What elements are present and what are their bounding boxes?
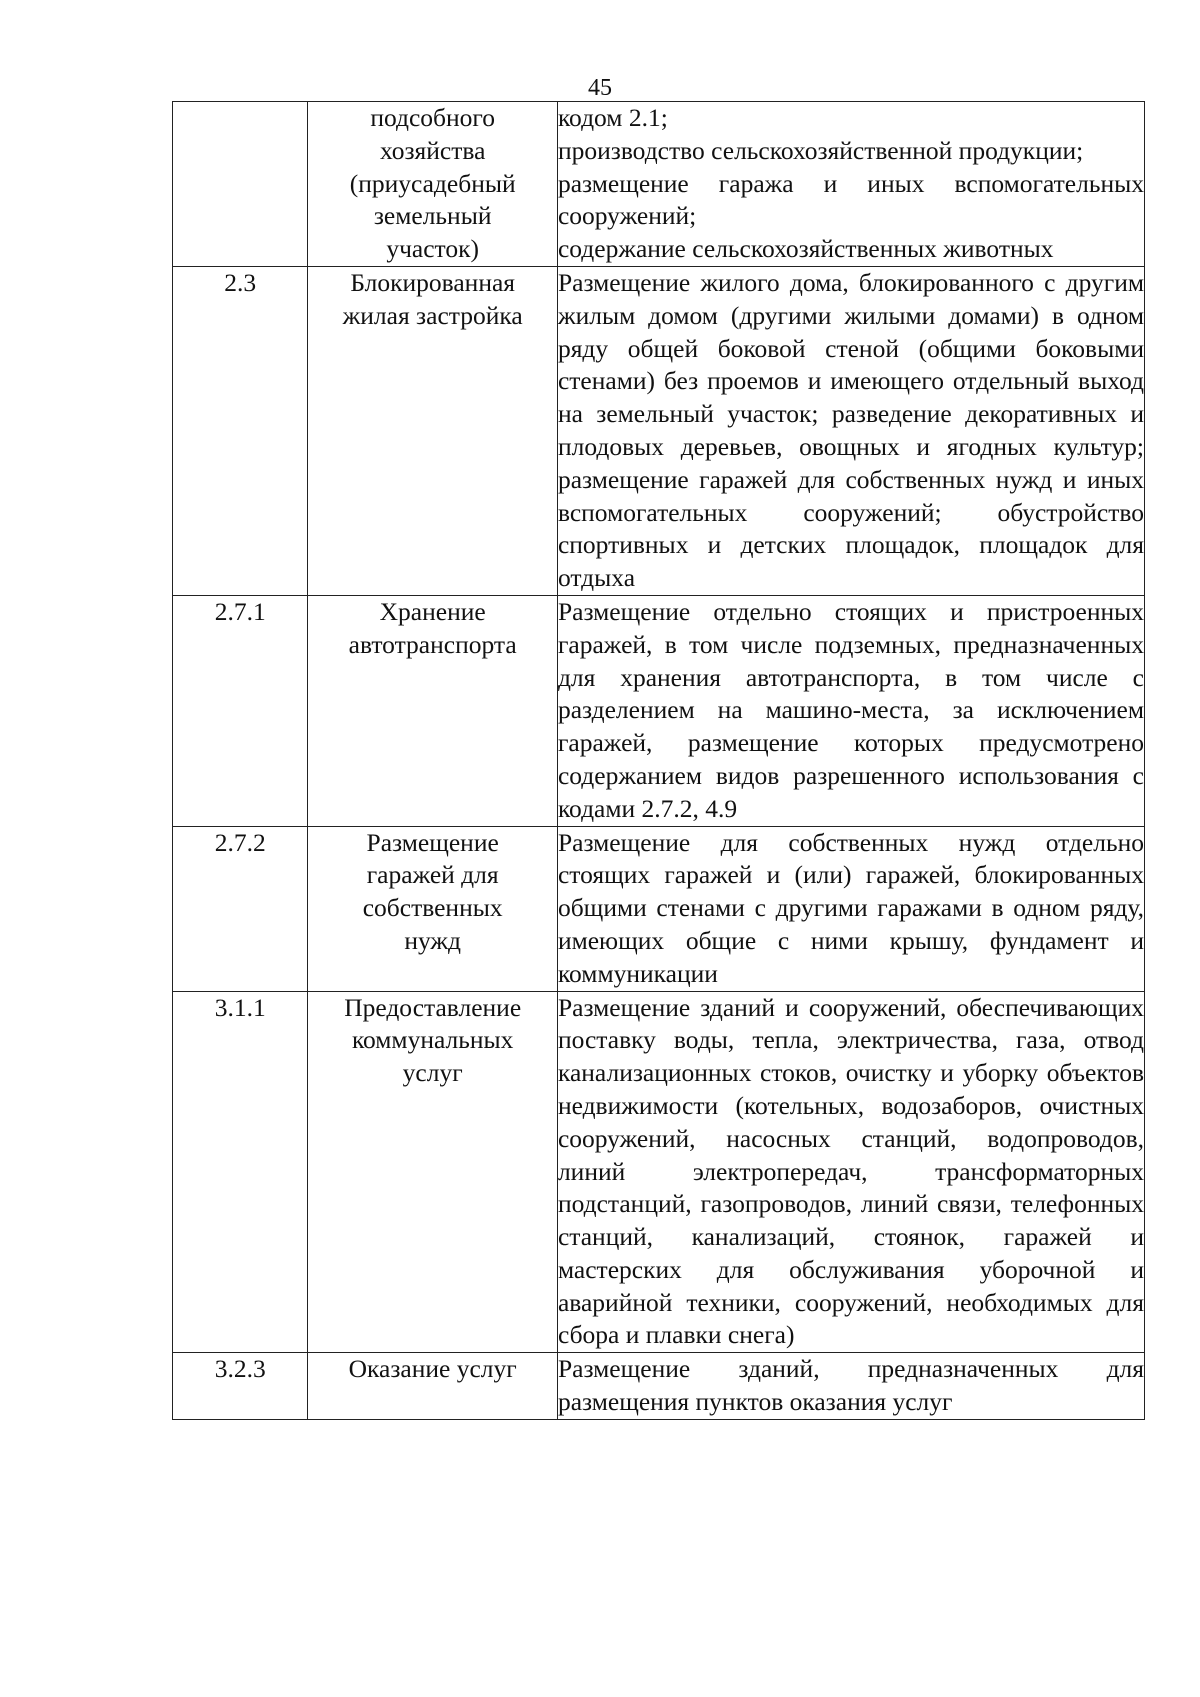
- description-line: размещение гаража и иных вспомогательных сооружений;: [557, 168, 1144, 231]
- name-cell: [308, 991, 558, 1353]
- table-row: [173, 1353, 1145, 1420]
- table-row: [173, 991, 1145, 1353]
- name-cell: [308, 1353, 558, 1420]
- name-line: Хранение: [379, 596, 486, 626]
- name-line: земельный: [373, 201, 492, 231]
- name-line: коммунальных: [351, 1025, 514, 1055]
- description-cell: [557, 102, 1144, 267]
- name-line: нужд: [404, 925, 461, 955]
- description-line: содержание сельскохозяйственных животных: [557, 234, 1054, 264]
- description-cell: Размещение отдельно стоящих и пристроенных гаражей, в том числе подземных, предназначенных для хранения автотранспорта, в том числе с разделением на машино-места, за исключением гаражей, размещение которых предусмотрено содержанием видов разрешенного использования с кодами 2.7.2, 4.9: [557, 595, 1144, 826]
- name-line: жилая застройка: [342, 300, 523, 330]
- name-line: (приусадебный: [349, 168, 516, 198]
- name-line: собственных: [362, 893, 503, 923]
- name-line: подсобного: [370, 103, 495, 132]
- name-cell: [308, 595, 558, 826]
- code-cell: 2.3: [173, 266, 308, 595]
- description-cell: Размещение зданий, предназначенных для размещения пунктов оказания услуг: [557, 1353, 1144, 1420]
- name-line: Предоставление: [344, 992, 522, 1022]
- description-cell: Размещение зданий и сооружений, обеспечивающих поставку воды, тепла, электричества, газа, отвод канализационных стоков, очистку и уборку объектов недвижимости (котельных, водозаборов, очистных сооружений, насосных станций, водопроводов, линий электропередач, трансформаторных подстанций, газопроводов, линий связи, телефонных станций, канализаций, стоянок, гаражей и мастерских для обслуживания уборочной и аварийной техники, сооружений, необходимых для сбора и плавки снега): [557, 991, 1144, 1353]
- table-row: [173, 826, 1145, 991]
- page-number: 45: [588, 75, 612, 101]
- code-cell: [173, 102, 308, 267]
- table-row: [173, 266, 1145, 595]
- name-cell: [308, 826, 558, 991]
- description-cell: Размещение жилого дома, блокированного с другим жилым домом (другими жилыми домами) в одном ряду общей боковой стеной (общими боковыми стенами) без проемов и имеющего отдельный выход на земельный участок; разведение декоративных и плодовых деревьев, овощных и ягодных культур; размещение гаражей для собственных нужд и иных вспомогательных сооружений; обустройство спортивных и детских площадок, площадок для отдыха: [557, 266, 1144, 595]
- code-cell: 3.1.1: [173, 991, 308, 1353]
- name-line: автотранспорта: [348, 629, 517, 659]
- code-cell: 2.7.2: [173, 826, 308, 991]
- table-row: [173, 595, 1145, 826]
- name-line: Размещение: [366, 827, 499, 857]
- name-cell: [308, 266, 558, 595]
- name-line: Оказание услуг: [348, 1354, 517, 1384]
- description-line: кодом 2.1;: [557, 103, 668, 132]
- description-line: производство сельскохозяйственной продукции;: [557, 135, 1084, 165]
- table-row: [173, 102, 1145, 267]
- code-cell: 2.7.1: [173, 595, 308, 826]
- name-line: гаражей для: [366, 860, 499, 890]
- name-line: услуг: [402, 1058, 463, 1088]
- name-line: участок): [386, 234, 479, 264]
- name-cell: [308, 102, 558, 267]
- land-use-table: [172, 101, 1145, 1420]
- code-cell: 3.2.3: [173, 1353, 308, 1420]
- name-line: Блокированная: [350, 267, 516, 297]
- name-line: хозяйства: [379, 135, 486, 165]
- description-cell: Размещение для собственных нужд отдельно стоящих гаражей и (или) гаражей, блокированных общими стенами с другими гаражами в одном ряду, имеющих общие с ними крышу, фундамент и коммуникации: [557, 826, 1144, 991]
